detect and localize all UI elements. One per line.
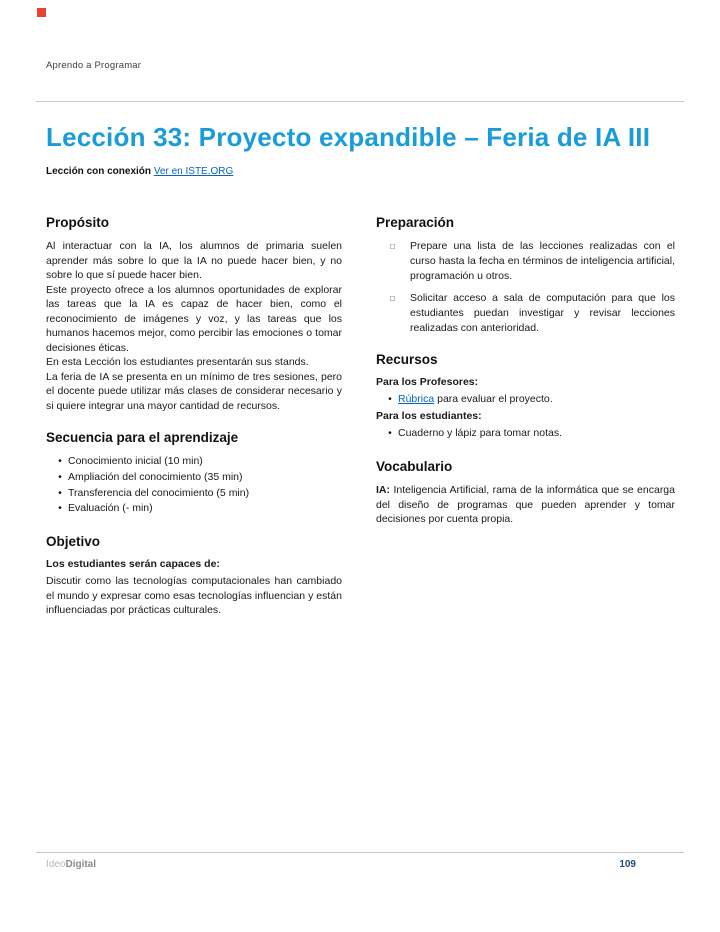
bullet-icon: • xyxy=(58,455,62,468)
page-header xyxy=(0,0,720,71)
list-item-label: Prepare una lista de las lecciones realizadas con el curso hasta la fecha en términos de inteligencia artificial, programación u otros. xyxy=(410,240,675,282)
heading-proposito: Propósito xyxy=(46,215,109,231)
rubrica-link[interactable]: Rúbrica xyxy=(398,393,435,406)
heading-objetivo: Objetivo xyxy=(46,534,101,550)
list-item-label: Conocimiento inicial (10 min) xyxy=(68,455,203,468)
recursos-students-label: Para los estudiantes: xyxy=(376,410,482,423)
list-item xyxy=(376,291,675,335)
recursos-teachers-label: Para los Profesores: xyxy=(376,376,479,389)
heading-secuencia: Secuencia para el aprendizaje xyxy=(46,430,239,446)
proposito-paragraph: Este proyecto ofrece a los alumnos oportunidades de explorar las tareas que la IA es capaz de hacer bien, como el reconocimiento de imágenes y voz, y las tareas que los humanos hacemos mejor, como percibir las emociones o tomar decisiones éticas. xyxy=(46,283,342,354)
square-bullet-icon: □ xyxy=(390,294,395,304)
square-bullet-icon: □ xyxy=(390,242,395,252)
vocab-definition-text: Inteligencia Artificial, rama de la informática que se encarga del diseño de programas que pueden aprender y tomar decisiones por cuenta propia. xyxy=(376,483,675,526)
footer-brand-bold: Digital xyxy=(65,859,97,870)
lesson-connection xyxy=(46,166,675,177)
footer-divider xyxy=(36,852,684,853)
recursos-students-list xyxy=(376,426,675,442)
proposito-paragraph: La feria de IA se presenta en un mínimo de tres sesiones, pero el docente puede utilizar más clases de considerar necesario y si quiere integrar una mayor cantidad de recursos. xyxy=(46,370,342,412)
page-footer xyxy=(0,852,720,870)
iste-link[interactable]: Ver en ISTE.ORG xyxy=(153,166,234,178)
list-item xyxy=(376,239,675,283)
brand-square-icon xyxy=(37,8,46,17)
two-column-layout xyxy=(46,215,675,617)
bullet-icon: • xyxy=(58,470,62,483)
bullet-icon: • xyxy=(388,393,392,406)
list-item-label: Solicitar acceso a sala de computación para que los estudiantes puedan investigar y revisar lecciones realizadas con anterioridad. xyxy=(410,292,675,334)
header-brand: Aprendo a Programar xyxy=(46,60,142,71)
bullet-icon: • xyxy=(388,427,392,440)
list-item xyxy=(46,454,342,470)
list-item-label: Cuaderno y lápiz para tomar notas. xyxy=(398,427,563,440)
heading-vocabulario: Vocabulario xyxy=(376,458,453,474)
list-item-label: Transferencia del conocimiento (5 min) xyxy=(68,486,250,499)
footer-brand-light: Ideo xyxy=(46,859,66,870)
list-item xyxy=(46,501,342,517)
list-item xyxy=(46,486,342,502)
recursos-teachers-list xyxy=(376,392,675,408)
list-item-label: Ampliación del conocimiento (35 min) xyxy=(68,470,243,483)
connection-label: Lección con conexión xyxy=(46,166,154,178)
bullet-icon: • xyxy=(58,486,62,499)
list-item-label: Evaluación (- min) xyxy=(68,502,153,515)
secuencia-list xyxy=(46,454,342,517)
page-content xyxy=(0,102,720,618)
rubrica-rest-text: para evaluar el proyecto. xyxy=(434,393,553,406)
list-item xyxy=(376,392,675,408)
objetivo-text: Discutir como las tecnologías computacionales han cambiado el mundo y expresar como esas tecnologías influencian y están influenciadas por prácticas culturales. xyxy=(46,575,342,617)
right-column xyxy=(376,215,675,617)
heading-preparacion: Preparación xyxy=(376,215,455,231)
proposito-paragraph: Al interactuar con la IA, los alumnos de primaria suelen aprender más sobre lo que la IA no puede hacer bien, y no sobre lo que sí puede hacer bien. xyxy=(46,240,342,282)
bullet-icon: • xyxy=(58,502,62,515)
heading-recursos: Recursos xyxy=(376,352,438,368)
list-item xyxy=(46,470,342,486)
vocab-term: IA: xyxy=(376,483,390,496)
list-item-label xyxy=(398,392,675,408)
list-item xyxy=(376,426,675,442)
left-column xyxy=(46,215,342,617)
preparacion-list xyxy=(376,239,675,335)
vocab-definition xyxy=(376,483,675,527)
footer-row xyxy=(0,859,720,870)
proposito-paragraph: En esta Lección los estudiantes presentarán sus stands. xyxy=(46,356,309,369)
footer-brand xyxy=(46,859,96,870)
objetivo-sublabel: Los estudiantes serán capaces de: xyxy=(46,558,220,571)
page-number: 109 xyxy=(619,859,636,870)
page-title: Lección 33: Proyecto expandible – Feria de IA III xyxy=(46,122,651,152)
